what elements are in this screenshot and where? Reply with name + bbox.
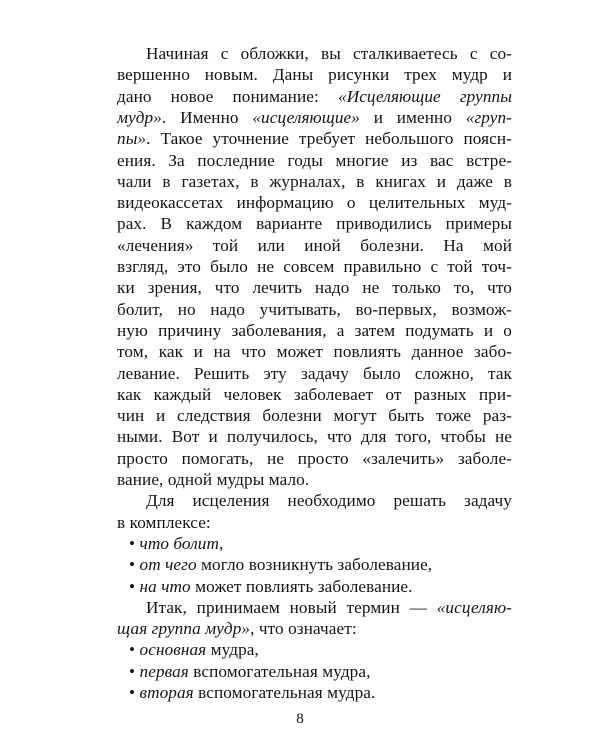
text-line: щая группа мудр», что означает: [117,619,357,639]
text-line: ную причину заболевания, а затем подумать и о [117,320,512,340]
emphasis: пы» [117,129,147,149]
page-number: 8 [296,711,304,727]
emphasis: «груп- [465,107,512,127]
text-line: Начиная с обложки, вы сталкиваетесь с со- [146,44,512,63]
bullet-item: • основная мудра, [129,640,259,660]
text-line: болит, но надо учитывать, во-первых, возмож- [117,299,512,319]
text-line: вание, одной мудры мало. [117,470,310,489]
text-line: ки зрения, что лечить надо не только то, что [117,278,512,298]
text-line: чин и следствия болезни могут быть тоже раз- [117,406,512,426]
text-line: «лечения» той или иной болезни. На мой [117,235,512,255]
bullet-item: • что болит, [129,533,224,553]
emphasis: «исцеляю- [436,597,512,617]
emphasis: щая группа мудр» [117,619,251,639]
text-line: ными. Вот и получилось, что для того, чтобы не [117,427,512,447]
text-line: ения. За последние годы многие из вас встре- [117,150,512,170]
text-line: просто помогать, не просто «залечить» заболе- [117,448,512,468]
text-line: видеокассетах информацию о целительных муд- [117,193,512,213]
text-line: мудр». Именно «исцеляющие» и именно «груп- [117,107,512,127]
bullet-item: • первая вспомогательная мудра, [129,661,371,681]
text-line: вершенно новым. Даны рисунки трех мудр и [117,65,512,85]
emphasis: на что [139,576,191,596]
emphasis: вторая [139,683,194,702]
emphasis: основная [139,640,207,660]
bullet-item: • на что может повлиять заболевание. [129,576,413,596]
text-line: чали в газетах, в журналах, в книгах и даже в [117,171,512,191]
emphasis: «Исцеляющие группы [338,86,512,106]
emphasis: мудр» [117,107,162,127]
text-line: дано новое понимание: «Исцеляющие группы [117,86,512,106]
emphasis: «исцеляющие» [252,107,360,127]
text-line: левание. Решить эту задачу было сложно, так [117,363,512,383]
text-line: как каждый человек заболевает от разных при- [117,384,512,404]
text-line: Для исцеления необходимо решать задачу [146,491,512,511]
text-line: рах. В каждом варианте приводились примеры [117,214,512,234]
emphasis: первая [139,661,189,681]
bullet-item: • от чего могло возникнуть заболевание, [129,555,433,575]
text-line: пы». Такое уточнение требует небольшого поясн- [117,129,512,149]
text-line: в комплексе: [117,512,211,532]
bullet-item: • вторая вспомогательная мудра. [129,683,376,702]
text-line: том, как и на что может повлиять данное забо- [117,342,512,362]
emphasis: от чего [139,555,197,575]
text-line: взгляд, это было не совсем правильно с той точ- [117,257,512,276]
emphasis: что болит [139,533,220,553]
text-line: Итак, принимаем новый термин — «исцеляю- [146,597,512,617]
